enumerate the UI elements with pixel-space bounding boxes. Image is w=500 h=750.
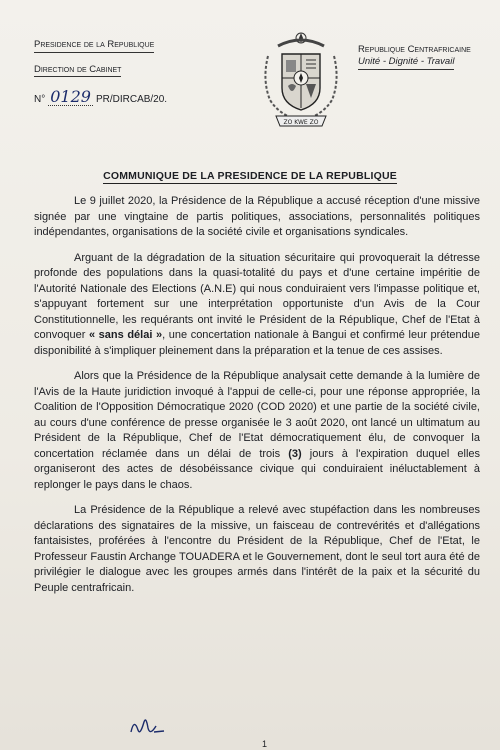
presidence-label xyxy=(34,40,167,53)
paragraph-2-text-b: , une concertation nationale à Bangui et confirmé leur prétendue disponibilité à s'impliquer pleinement dans la préparation et la tenue de ces assises. xyxy=(34,329,480,357)
national-motto: Unité - Dignité - Travail xyxy=(358,56,454,70)
paragraph-2-text-a: Arguant de la dégradation de la situation sécuritaire qui provoquerait la détresse profonde des populations dans la quasi-totalité du pays et d'une certaine impéritie de l'Autorité Nationale des Elections (A.N.E) qui nous conduiraient vers l'impasse politique et, s'appuyant fortement sur une interprétation opportuniste d'un Avis de la Cour Constitutionnelle, les requérants ont invité le Président de la République, Chef de l'Etat à convoquer xyxy=(34,251,480,341)
direction-label xyxy=(34,65,167,78)
direction-text: Direction de Cabinet xyxy=(34,65,121,78)
ref-prefix: N° xyxy=(34,94,46,105)
reference-number xyxy=(34,89,167,106)
paragraph-1: Le 9 juillet 2020, la Présidence de la République a accusé réception d'une missive signée par une vingtaine de partis politiques, associations, personnalités politiques indépendantes, organisations de la société civile et organisations syndicales. xyxy=(34,195,480,238)
presidence-text: Presidence de la Republique xyxy=(34,40,154,53)
emblem-motto-banner: ZO KWE ZO xyxy=(283,119,319,126)
paragraph-3 xyxy=(34,369,480,493)
paragraph-3-text-b: jours à l'expiration duquel elles organiseront des actes de désobéissance civique qui conduiraient inéluctablement à replonger le pays dans le chaos. xyxy=(34,447,480,491)
paragraph-3-text-a: Alors que la Présidence de la République analysait cette demande à la lumière de l'Avis de la Haute juridiction invoqué à l'appui de celle-ci, pour une réponse appropriée, la Coalition de l'Opposition Démocratique 2020 (COD 2020) et une partie de la société civile, au cours d'une conférence de presse organisée le 3 août 2020, ont lancé un ultimatum au Président de la République, Chef de l'Etat démocratiquement élu, de convoquer la concertation réclamée dans un délai de trois xyxy=(34,370,480,460)
country-name: Republique Centrafricaine xyxy=(358,44,471,55)
communique-body xyxy=(34,194,480,606)
three-days-emphasis: (3) xyxy=(288,447,302,460)
initials-signature xyxy=(128,712,168,740)
header-left xyxy=(34,40,167,106)
page-number: 1 xyxy=(262,739,268,749)
coat-of-arms-icon xyxy=(260,30,342,134)
paragraph-2 xyxy=(34,251,480,360)
title-text: COMMUNIQUE DE LA PRESIDENCE DE LA REPUBLIQUE xyxy=(103,170,397,182)
ref-suffix: PR/DIRCAB/20. xyxy=(95,94,168,105)
header-right xyxy=(358,44,471,70)
paragraph-4: La Présidence de la République a relevé avec stupéfaction dans les nombreuses déclarations des signataires de la missive, un faisceau de contrevérités et d'allégations fantaisistes, proférées à l'encontre du Président de la République, Chef de l'Etat, le Professeur Faustin Archange TOUADERA et le Gouvernement, dont le seul tort aura été de privilégier le dialogue avec les groupes armés dans l'intérêt de la paix et la sécurité du Peuple centrafricain. xyxy=(34,504,480,594)
sans-delai-emphasis: « sans délai » xyxy=(88,329,163,341)
ref-number-handwritten: 0129 xyxy=(50,87,91,106)
communique-title xyxy=(0,170,500,182)
